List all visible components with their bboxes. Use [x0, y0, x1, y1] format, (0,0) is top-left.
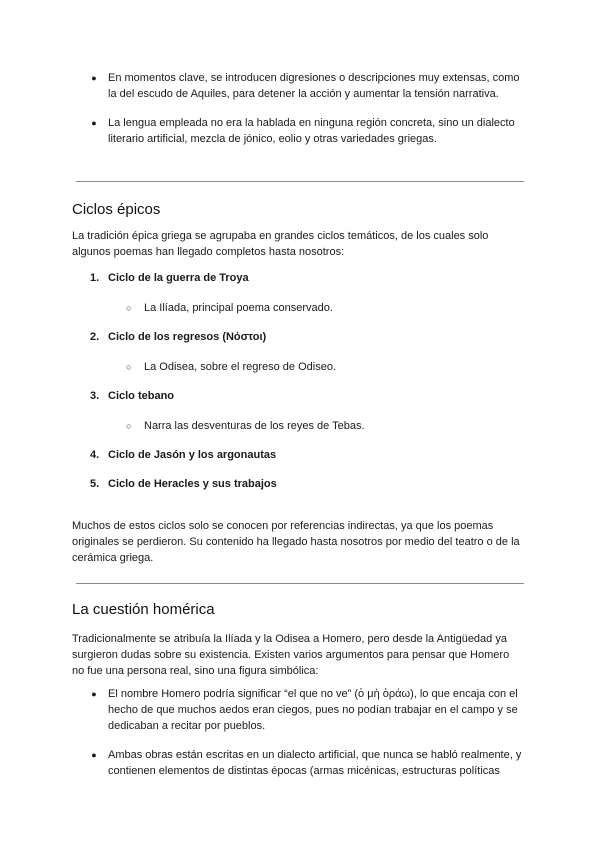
- circle-bullet-icon: ○: [126, 362, 132, 372]
- list-item-text: La lengua empleada no era la hablada en ninguna región concreta, sino un dialecto literario artificial, mezcla de jónico, eolio y otras variedades griegas.: [108, 117, 515, 145]
- list-item: [90, 115, 530, 147]
- sub-item-text: La Odisea, sobre el regreso de Odiseo.: [144, 361, 337, 373]
- numbered-item: [90, 447, 276, 463]
- numbered-item: [90, 476, 277, 492]
- numbered-item: [90, 270, 249, 286]
- section-divider: [76, 583, 524, 584]
- bullet-icon: ●: [91, 73, 97, 83]
- section-divider: [76, 181, 524, 182]
- list-item-text: En momentos clave, se introducen digresiones o descripciones muy extensas, como la del escudo de Aquiles, para detener la acción y aumentar la tensión narrativa.: [108, 72, 520, 100]
- item-number: 5.: [90, 478, 100, 490]
- sub-item-text: Narra las desventuras de los reyes de Tebas.: [144, 420, 365, 432]
- item-title: Ciclo tebano: [108, 390, 175, 402]
- list-item: [90, 686, 530, 734]
- bullet-icon: ●: [91, 689, 97, 699]
- circle-bullet-icon: ○: [126, 303, 132, 313]
- list-item: [90, 70, 530, 102]
- sub-item: [126, 300, 333, 316]
- item-number: 1.: [90, 272, 100, 284]
- sub-item: [126, 359, 336, 375]
- sub-item: [126, 418, 365, 434]
- item-title: Ciclo de la guerra de Troya: [108, 272, 249, 284]
- section-heading-cuestion: La cuestión homérica: [72, 601, 215, 618]
- bullet-icon: ●: [91, 750, 97, 760]
- item-title: Ciclo de Jasón y los argonautas: [108, 449, 277, 461]
- numbered-item: [90, 388, 174, 404]
- item-number: 3.: [90, 390, 100, 402]
- circle-bullet-icon: ○: [126, 421, 132, 431]
- item-title: Ciclo de los regresos (Νόστοι): [108, 331, 267, 343]
- item-title: Ciclo de Heracles y sus trabajos: [108, 478, 277, 490]
- list-item-text: El nombre Homero podría significar “el que no ve” (ὁ μὴ ὁράω), lo que encaja con el hecho de que muchos aedos eran ciegos, pues no podían trabajar en el campo y se dedicaban a recitar por pueblos.: [108, 688, 518, 732]
- item-number: 2.: [90, 331, 100, 343]
- sub-item-text: La Ilíada, principal poema conservado.: [144, 302, 333, 314]
- cuestion-intro: Tradicionalmente se atribuía la Ilíada y la Odisea a Homero, pero desde la Antigüedad ya surgieron dudas sobre su existencia. Existen varios argumentos para pensar que Homero no fue una persona real, sino una figura simbólica:: [72, 633, 510, 677]
- bullet-icon: ●: [91, 118, 97, 128]
- numbered-item: [90, 329, 266, 345]
- list-item-text: Ambas obras están escritas en un dialecto artificial, que nunca se habló realmente, y contienen elementos de distintas épocas (armas micénicas, estructuras políticas: [108, 749, 522, 777]
- ciclos-intro: La tradición épica griega se agrupaba en grandes ciclos temáticos, de los cuales solo algunos poemas han llegado completos hasta nosotros:: [72, 230, 489, 258]
- item-number: 4.: [90, 449, 100, 461]
- section-heading-ciclos: Ciclos épicos: [72, 201, 161, 218]
- list-item: [90, 747, 530, 779]
- ciclos-outro: Muchos de estos ciclos solo se conocen por referencias indirectas, ya que los poemas originales se perdieron. Su contenido ha llegado hasta nosotros por medio del teatro o de la cerámica griega.: [72, 520, 520, 564]
